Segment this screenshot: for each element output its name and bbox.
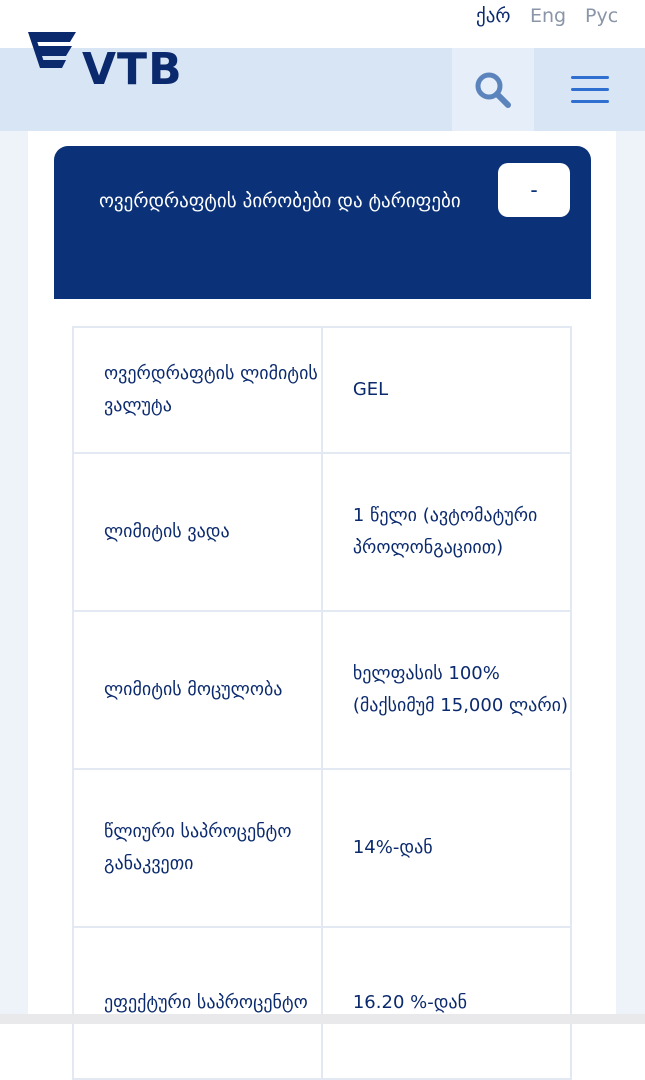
table-row — [73, 453, 571, 611]
accordion-collapse-button[interactable]: - — [498, 163, 570, 217]
row-label: ეფექტური საპროცენტო — [73, 927, 322, 1079]
row-value: ხელფასის 100% (მაქსიმუმ 15,000 ლარი) — [322, 611, 571, 769]
row-label: ლიმიტის მოცულობა — [73, 611, 322, 769]
browser-bottom-bar — [0, 1014, 645, 1024]
table-row — [73, 327, 571, 453]
brand-name: VTB — [82, 44, 183, 95]
hamburger-menu-icon — [569, 74, 611, 106]
search-icon — [473, 70, 513, 110]
row-label: ლიმიტის ვადა — [73, 453, 322, 611]
table-row — [73, 611, 571, 769]
row-value: 1 წელი (ავტომატური პროლონგაციით) — [322, 453, 571, 611]
overdraft-terms-accordion[interactable] — [54, 146, 591, 299]
row-label: ოვერდრაფტის ლიმიტის ვალუტა — [73, 327, 322, 453]
tariffs-table — [72, 326, 572, 1080]
vtb-logo-mark-icon — [26, 28, 82, 72]
language-russian[interactable]: Рус — [585, 5, 619, 27]
row-value: GEL — [322, 327, 571, 453]
row-value: 14%-დან — [322, 769, 571, 927]
language-georgian[interactable]: ქარ — [476, 5, 511, 27]
table-row — [73, 927, 571, 1079]
row-label: წლიური საპროცენტო განაკვეთი — [73, 769, 322, 927]
accordion-title: ოვერდრაფტის პირობები და ტარიფები — [99, 190, 461, 212]
menu-button[interactable] — [534, 48, 645, 131]
language-english[interactable]: Eng — [530, 5, 567, 27]
table-row — [73, 769, 571, 927]
row-value: 16.20 %-დან — [322, 927, 571, 1079]
search-button[interactable] — [452, 48, 534, 131]
